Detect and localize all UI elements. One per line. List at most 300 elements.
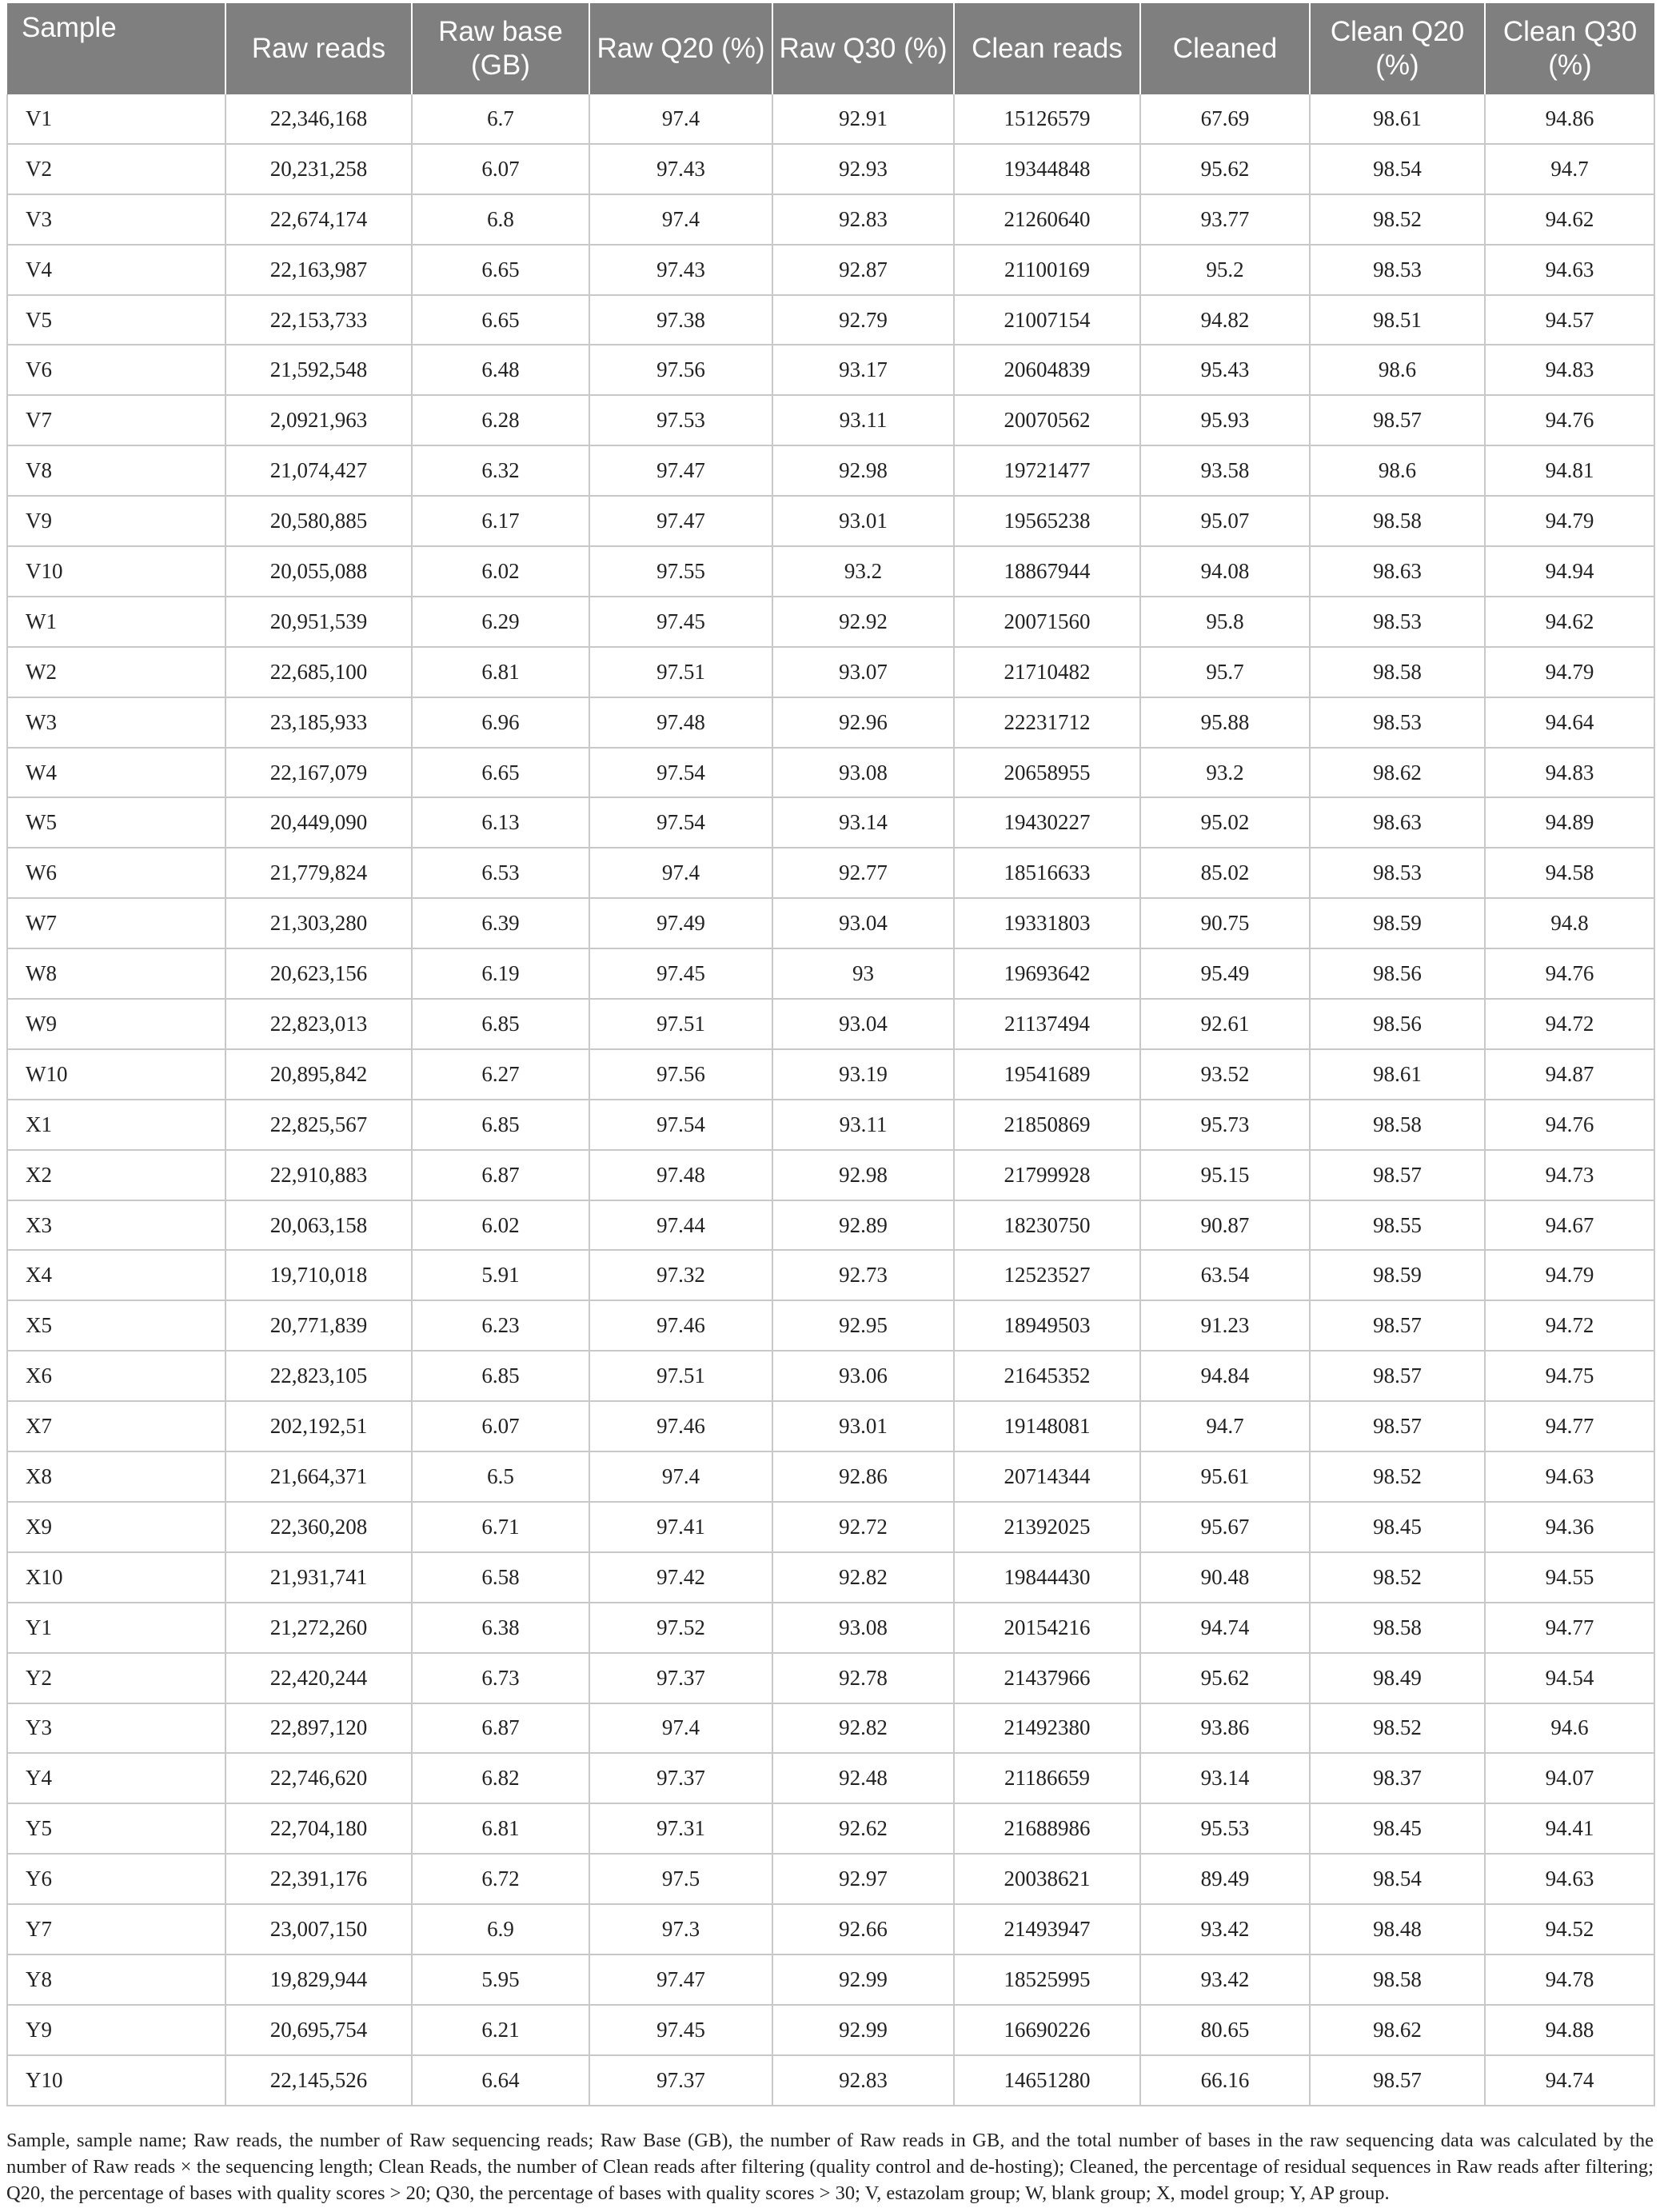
table-cell: 19721477	[954, 445, 1140, 496]
table-row	[7, 445, 1654, 496]
table-cell: 94.83	[1485, 345, 1654, 395]
table-cell: 98.58	[1310, 1603, 1485, 1653]
table-cell: 6.96	[412, 697, 589, 748]
table-cell: 98.61	[1310, 1049, 1485, 1100]
table-cell: 93.04	[772, 999, 954, 1049]
table-cell: 97.32	[589, 1250, 772, 1300]
table-row	[7, 1502, 1654, 1552]
sample-cell: W1	[7, 597, 225, 647]
table-cell: 95.49	[1140, 948, 1310, 999]
sample-cell: X9	[7, 1502, 225, 1552]
table-cell: 92.82	[772, 1703, 954, 1754]
table-row	[7, 2055, 1654, 2106]
sample-cell: Y7	[7, 1904, 225, 1954]
table-cell: 94.76	[1485, 1100, 1654, 1150]
table-cell: 97.4	[589, 194, 772, 245]
table-cell: 22,704,180	[225, 1803, 412, 1854]
table-cell: 94.79	[1485, 1250, 1654, 1300]
table-cell: 97.41	[589, 1502, 772, 1552]
table-cell: 67.69	[1140, 94, 1310, 144]
table-row	[7, 1049, 1654, 1100]
table-cell: 98.45	[1310, 1502, 1485, 1552]
table-cell: 97.47	[589, 496, 772, 546]
table-row	[7, 395, 1654, 445]
table-row	[7, 797, 1654, 848]
table-cell: 97.37	[589, 1753, 772, 1803]
table-cell: 97.43	[589, 245, 772, 295]
table-cell: 19844430	[954, 1552, 1140, 1603]
table-row	[7, 345, 1654, 395]
table-cell: 92.82	[772, 1552, 954, 1603]
table-cell: 22,746,620	[225, 1753, 412, 1803]
table-cell: 98.59	[1310, 898, 1485, 948]
table-cell: 93.01	[772, 1401, 954, 1451]
table-cell: 97.48	[589, 697, 772, 748]
table-row	[7, 1904, 1654, 1954]
table-cell: 94.55	[1485, 1552, 1654, 1603]
table-cell: 21710482	[954, 647, 1140, 697]
table-cell: 5.91	[412, 1250, 589, 1300]
table-cell: 6.73	[412, 1653, 589, 1703]
table-cell: 18230750	[954, 1200, 1140, 1251]
table-row	[7, 647, 1654, 697]
table-cell: 97.48	[589, 1150, 772, 1200]
table-cell: 92.61	[1140, 999, 1310, 1049]
table-cell: 20038621	[954, 1854, 1140, 1904]
table-cell: 98.58	[1310, 1100, 1485, 1150]
sample-cell: X10	[7, 1552, 225, 1603]
table-cell: 92.78	[772, 1653, 954, 1703]
table-cell: 21492380	[954, 1703, 1140, 1754]
table-cell: 20,695,754	[225, 2005, 412, 2055]
table-row	[7, 1100, 1654, 1150]
table-cell: 21007154	[954, 295, 1140, 345]
table-cell: 97.52	[589, 1603, 772, 1653]
table-cell: 22,167,079	[225, 748, 412, 798]
table-cell: 19344848	[954, 144, 1140, 194]
table-cell: 21645352	[954, 1351, 1140, 1401]
table-cell: 20071560	[954, 597, 1140, 647]
table-cell: 21493947	[954, 1904, 1140, 1954]
sample-cell: X7	[7, 1401, 225, 1451]
table-cell: 22,674,174	[225, 194, 412, 245]
table-cell: 97.46	[589, 1401, 772, 1451]
table-cell: 98.58	[1310, 647, 1485, 697]
sample-cell: W4	[7, 748, 225, 798]
table-cell: 92.98	[772, 445, 954, 496]
table-cell: 92.95	[772, 1300, 954, 1351]
table-cell: 21,931,741	[225, 1552, 412, 1603]
table-cell: 97.49	[589, 898, 772, 948]
sample-cell: Y3	[7, 1703, 225, 1754]
table-cell: 21,074,427	[225, 445, 412, 496]
table-cell: 98.58	[1310, 1954, 1485, 2005]
table-cell: 92.91	[772, 94, 954, 144]
table-cell: 95.7	[1140, 647, 1310, 697]
table-row	[7, 1603, 1654, 1653]
table-cell: 92.92	[772, 597, 954, 647]
table-cell: 18525995	[954, 1954, 1140, 2005]
table-cell: 6.85	[412, 999, 589, 1049]
table-cell: 97.4	[589, 94, 772, 144]
table-cell: 93.42	[1140, 1954, 1310, 2005]
table-row	[7, 898, 1654, 948]
table-cell: 97.54	[589, 748, 772, 798]
table-cell: 91.23	[1140, 1300, 1310, 1351]
table-row	[7, 1250, 1654, 1300]
table-cell: 97.55	[589, 546, 772, 597]
table-row	[7, 245, 1654, 295]
table-cell: 94.36	[1485, 1502, 1654, 1552]
sample-cell: Y4	[7, 1753, 225, 1803]
table-cell: 94.77	[1485, 1603, 1654, 1653]
table-cell: 93.14	[772, 797, 954, 848]
table-cell: 21,303,280	[225, 898, 412, 948]
table-cell: 19541689	[954, 1049, 1140, 1100]
table-cell: 21850869	[954, 1100, 1140, 1150]
table-cell: 19,829,944	[225, 1954, 412, 2005]
table-cell: 22,391,176	[225, 1854, 412, 1904]
table-cell: 97.45	[589, 2005, 772, 2055]
table-cell: 21,664,371	[225, 1451, 412, 1502]
sample-cell: W10	[7, 1049, 225, 1100]
table-cell: 94.72	[1485, 1300, 1654, 1351]
table-row	[7, 1200, 1654, 1251]
table-cell: 92.77	[772, 848, 954, 898]
table-cell: 22,360,208	[225, 1502, 412, 1552]
column-header-cleaned: Cleaned	[1140, 3, 1310, 94]
table-cell: 18516633	[954, 848, 1140, 898]
table-cell: 19148081	[954, 1401, 1140, 1451]
sequencing-table-container	[6, 3, 1654, 2106]
sample-cell: X4	[7, 1250, 225, 1300]
table-cell: 97.4	[589, 1451, 772, 1502]
table-cell: 98.53	[1310, 245, 1485, 295]
sample-cell: X3	[7, 1200, 225, 1251]
table-cell: 6.48	[412, 345, 589, 395]
table-cell: 98.51	[1310, 295, 1485, 345]
table-cell: 6.82	[412, 1753, 589, 1803]
table-cell: 93.2	[772, 546, 954, 597]
table-cell: 20,951,539	[225, 597, 412, 647]
table-cell: 94.77	[1485, 1401, 1654, 1451]
table-cell: 93	[772, 948, 954, 999]
table-row	[7, 1854, 1654, 1904]
table-cell: 98.61	[1310, 94, 1485, 144]
sample-cell: Y8	[7, 1954, 225, 2005]
table-row	[7, 1300, 1654, 1351]
sample-cell: W6	[7, 848, 225, 898]
table-cell: 97.37	[589, 1653, 772, 1703]
table-cell: 98.45	[1310, 1803, 1485, 1854]
table-cell: 98.62	[1310, 2005, 1485, 2055]
table-cell: 66.16	[1140, 2055, 1310, 2106]
table-cell: 22,163,987	[225, 245, 412, 295]
table-cell: 19,710,018	[225, 1250, 412, 1300]
table-cell: 94.75	[1485, 1351, 1654, 1401]
table-cell: 15126579	[954, 94, 1140, 144]
table-row	[7, 1451, 1654, 1502]
table-cell: 98.54	[1310, 1854, 1485, 1904]
table-row	[7, 1703, 1654, 1754]
table-cell: 20,895,842	[225, 1049, 412, 1100]
table-row	[7, 1753, 1654, 1803]
table-cell: 97.56	[589, 345, 772, 395]
table-cell: 94.58	[1485, 848, 1654, 898]
table-cell: 98.52	[1310, 194, 1485, 245]
table-cell: 94.52	[1485, 1904, 1654, 1954]
table-cell: 6.21	[412, 2005, 589, 2055]
table-cell: 97.5	[589, 1854, 772, 1904]
table-cell: 94.78	[1485, 1954, 1654, 2005]
table-cell: 20,623,156	[225, 948, 412, 999]
sequencing-quality-table	[6, 3, 1655, 2106]
sample-cell: V7	[7, 395, 225, 445]
table-cell: 20154216	[954, 1603, 1140, 1653]
table-cell: 94.94	[1485, 546, 1654, 597]
table-row	[7, 1150, 1654, 1200]
table-cell: 97.51	[589, 999, 772, 1049]
table-cell: 18949503	[954, 1300, 1140, 1351]
table-cell: 97.46	[589, 1300, 772, 1351]
table-cell: 95.02	[1140, 797, 1310, 848]
table-cell: 93.19	[772, 1049, 954, 1100]
table-cell: 20070562	[954, 395, 1140, 445]
table-row	[7, 697, 1654, 748]
table-cell: 6.53	[412, 848, 589, 898]
table-cell: 22,823,105	[225, 1351, 412, 1401]
table-cell: 95.93	[1140, 395, 1310, 445]
table-cell: 98.6	[1310, 345, 1485, 395]
column-header-raw-base: Raw base (GB)	[412, 3, 589, 94]
table-cell: 94.63	[1485, 1451, 1654, 1502]
table-cell: 6.81	[412, 647, 589, 697]
table-cell: 97.51	[589, 647, 772, 697]
table-cell: 93.11	[772, 395, 954, 445]
table-cell: 6.85	[412, 1100, 589, 1150]
table-cell: 98.59	[1310, 1250, 1485, 1300]
table-cell: 92.83	[772, 2055, 954, 2106]
table-cell: 12523527	[954, 1250, 1140, 1300]
table-cell: 20,231,258	[225, 144, 412, 194]
table-row	[7, 597, 1654, 647]
table-cell: 6.13	[412, 797, 589, 848]
table-cell: 98.57	[1310, 395, 1485, 445]
table-cell: 6.07	[412, 144, 589, 194]
table-cell: 6.8	[412, 194, 589, 245]
table-cell: 89.49	[1140, 1854, 1310, 1904]
table-cell: 97.45	[589, 597, 772, 647]
table-cell: 6.29	[412, 597, 589, 647]
table-cell: 20,771,839	[225, 1300, 412, 1351]
table-cell: 21260640	[954, 194, 1140, 245]
sample-cell: V8	[7, 445, 225, 496]
table-cell: 6.65	[412, 245, 589, 295]
table-cell: 18867944	[954, 546, 1140, 597]
table-cell: 20714344	[954, 1451, 1140, 1502]
table-cell: 97.54	[589, 797, 772, 848]
table-cell: 6.81	[412, 1803, 589, 1854]
column-header-raw-reads: Raw reads	[225, 3, 412, 94]
table-cell: 92.72	[772, 1502, 954, 1552]
table-cell: 92.73	[772, 1250, 954, 1300]
table-cell: 6.02	[412, 546, 589, 597]
table-cell: 98.57	[1310, 1150, 1485, 1200]
table-row	[7, 546, 1654, 597]
sample-cell: X2	[7, 1150, 225, 1200]
table-cell: 6.38	[412, 1603, 589, 1653]
table-cell: 22,420,244	[225, 1653, 412, 1703]
table-cell: 98.53	[1310, 848, 1485, 898]
table-cell: 6.19	[412, 948, 589, 999]
table-body	[7, 94, 1654, 2106]
table-cell: 19693642	[954, 948, 1140, 999]
table-cell: 94.82	[1140, 295, 1310, 345]
table-cell: 21,592,548	[225, 345, 412, 395]
table-cell: 14651280	[954, 2055, 1140, 2106]
table-cell: 98.53	[1310, 597, 1485, 647]
table-cell: 19565238	[954, 496, 1140, 546]
table-cell: 22,897,120	[225, 1703, 412, 1754]
table-cell: 21688986	[954, 1803, 1140, 1854]
table-cell: 20658955	[954, 748, 1140, 798]
table-cell: 98.56	[1310, 948, 1485, 999]
table-cell: 94.8	[1485, 898, 1654, 948]
table-cell: 21,779,824	[225, 848, 412, 898]
column-header-raw-q30: Raw Q30 (%)	[772, 3, 954, 94]
table-cell: 5.95	[412, 1954, 589, 2005]
table-cell: 2,0921,963	[225, 395, 412, 445]
table-cell: 94.74	[1140, 1603, 1310, 1653]
table-cell: 98.57	[1310, 1401, 1485, 1451]
table-cell: 98.57	[1310, 1300, 1485, 1351]
table-cell: 23,007,150	[225, 1904, 412, 1954]
table-cell: 98.62	[1310, 748, 1485, 798]
table-cell: 90.48	[1140, 1552, 1310, 1603]
sample-cell: Y9	[7, 2005, 225, 2055]
table-row	[7, 999, 1654, 1049]
table-cell: 6.9	[412, 1904, 589, 1954]
table-cell: 22,825,567	[225, 1100, 412, 1150]
table-cell: 95.07	[1140, 496, 1310, 546]
table-cell: 95.61	[1140, 1451, 1310, 1502]
sample-cell: V9	[7, 496, 225, 546]
table-cell: 6.28	[412, 395, 589, 445]
sample-cell: W9	[7, 999, 225, 1049]
table-cell: 94.6	[1485, 1703, 1654, 1754]
table-cell: 92.66	[772, 1904, 954, 1954]
table-footnote: Sample, sample name; Raw reads, the number of Raw sequencing reads; Raw Base (GB), the number of Raw reads in GB, and the total number of bases in the raw sequencing data was calculated by the number of Raw reads × the sequencing length; Clean Reads, the number of Clean reads after filtering (quality control and de-hosting); Cleaned, the percentage of residual sequences in Raw reads after filtering; Q20, the percentage of bases with quality scores > 20; Q30, the percentage of bases with quality scores > 30; V, estazolam group; W, blank group; X, model group; Y, AP group.	[6, 2130, 1654, 2204]
table-cell: 98.63	[1310, 546, 1485, 597]
sample-cell: W7	[7, 898, 225, 948]
table-cell: 98.55	[1310, 1200, 1485, 1251]
table-cell: 93.08	[772, 748, 954, 798]
table-cell: 93.11	[772, 1100, 954, 1150]
table-row	[7, 1954, 1654, 2005]
table-cell: 98.52	[1310, 1451, 1485, 1502]
table-cell: 93.06	[772, 1351, 954, 1401]
table-cell: 92.79	[772, 295, 954, 345]
column-header-sample: Sample	[7, 3, 225, 94]
table-cell: 19430227	[954, 797, 1140, 848]
sample-cell: Y1	[7, 1603, 225, 1653]
sample-cell: V3	[7, 194, 225, 245]
table-cell: 98.37	[1310, 1753, 1485, 1803]
sample-cell: Y5	[7, 1803, 225, 1854]
table-cell: 95.43	[1140, 345, 1310, 395]
table-cell: 98.63	[1310, 797, 1485, 848]
table-cell: 22,153,733	[225, 295, 412, 345]
table-row	[7, 848, 1654, 898]
table-cell: 97.51	[589, 1351, 772, 1401]
table-cell: 94.89	[1485, 797, 1654, 848]
table-cell: 6.72	[412, 1854, 589, 1904]
table-cell: 92.97	[772, 1854, 954, 1904]
table-row	[7, 948, 1654, 999]
table-cell: 21437966	[954, 1653, 1140, 1703]
table-cell: 98.49	[1310, 1653, 1485, 1703]
table-cell: 22231712	[954, 697, 1140, 748]
table-cell: 6.87	[412, 1150, 589, 1200]
table-cell: 94.76	[1485, 948, 1654, 999]
table-cell: 97.53	[589, 395, 772, 445]
table-cell: 97.45	[589, 948, 772, 999]
table-cell: 93.2	[1140, 748, 1310, 798]
table-cell: 97.38	[589, 295, 772, 345]
table-cell: 92.99	[772, 2005, 954, 2055]
table-cell: 20,063,158	[225, 1200, 412, 1251]
table-cell: 97.42	[589, 1552, 772, 1603]
column-header-clean-q20: Clean Q20 (%)	[1310, 3, 1485, 94]
table-cell: 6.58	[412, 1552, 589, 1603]
table-cell: 94.79	[1485, 647, 1654, 697]
table-header-row	[7, 3, 1654, 94]
table-row	[7, 2005, 1654, 2055]
table-cell: 6.65	[412, 748, 589, 798]
table-cell: 90.87	[1140, 1200, 1310, 1251]
column-header-clean-q30: Clean Q30 (%)	[1485, 3, 1654, 94]
sample-cell: W8	[7, 948, 225, 999]
table-cell: 93.77	[1140, 194, 1310, 245]
sample-cell: X8	[7, 1451, 225, 1502]
table-cell: 6.23	[412, 1300, 589, 1351]
table-cell: 93.07	[772, 647, 954, 697]
table-cell: 92.96	[772, 697, 954, 748]
table-cell: 21392025	[954, 1502, 1140, 1552]
table-cell: 97.47	[589, 445, 772, 496]
table-cell: 94.7	[1140, 1401, 1310, 1451]
table-cell: 94.63	[1485, 1854, 1654, 1904]
table-cell: 94.87	[1485, 1049, 1654, 1100]
table-cell: 94.83	[1485, 748, 1654, 798]
table-cell: 95.62	[1140, 144, 1310, 194]
table-cell: 94.67	[1485, 1200, 1654, 1251]
table-cell: 98.52	[1310, 1703, 1485, 1754]
table-cell: 20,055,088	[225, 546, 412, 597]
table-cell: 94.79	[1485, 496, 1654, 546]
table-cell: 94.81	[1485, 445, 1654, 496]
table-cell: 22,823,013	[225, 999, 412, 1049]
table-cell: 6.27	[412, 1049, 589, 1100]
table-cell: 94.63	[1485, 245, 1654, 295]
table-cell: 6.85	[412, 1351, 589, 1401]
sample-cell: W3	[7, 697, 225, 748]
sample-cell: W5	[7, 797, 225, 848]
table-cell: 98.48	[1310, 1904, 1485, 1954]
table-cell: 94.64	[1485, 697, 1654, 748]
table-cell: 98.6	[1310, 445, 1485, 496]
table-cell: 92.99	[772, 1954, 954, 2005]
